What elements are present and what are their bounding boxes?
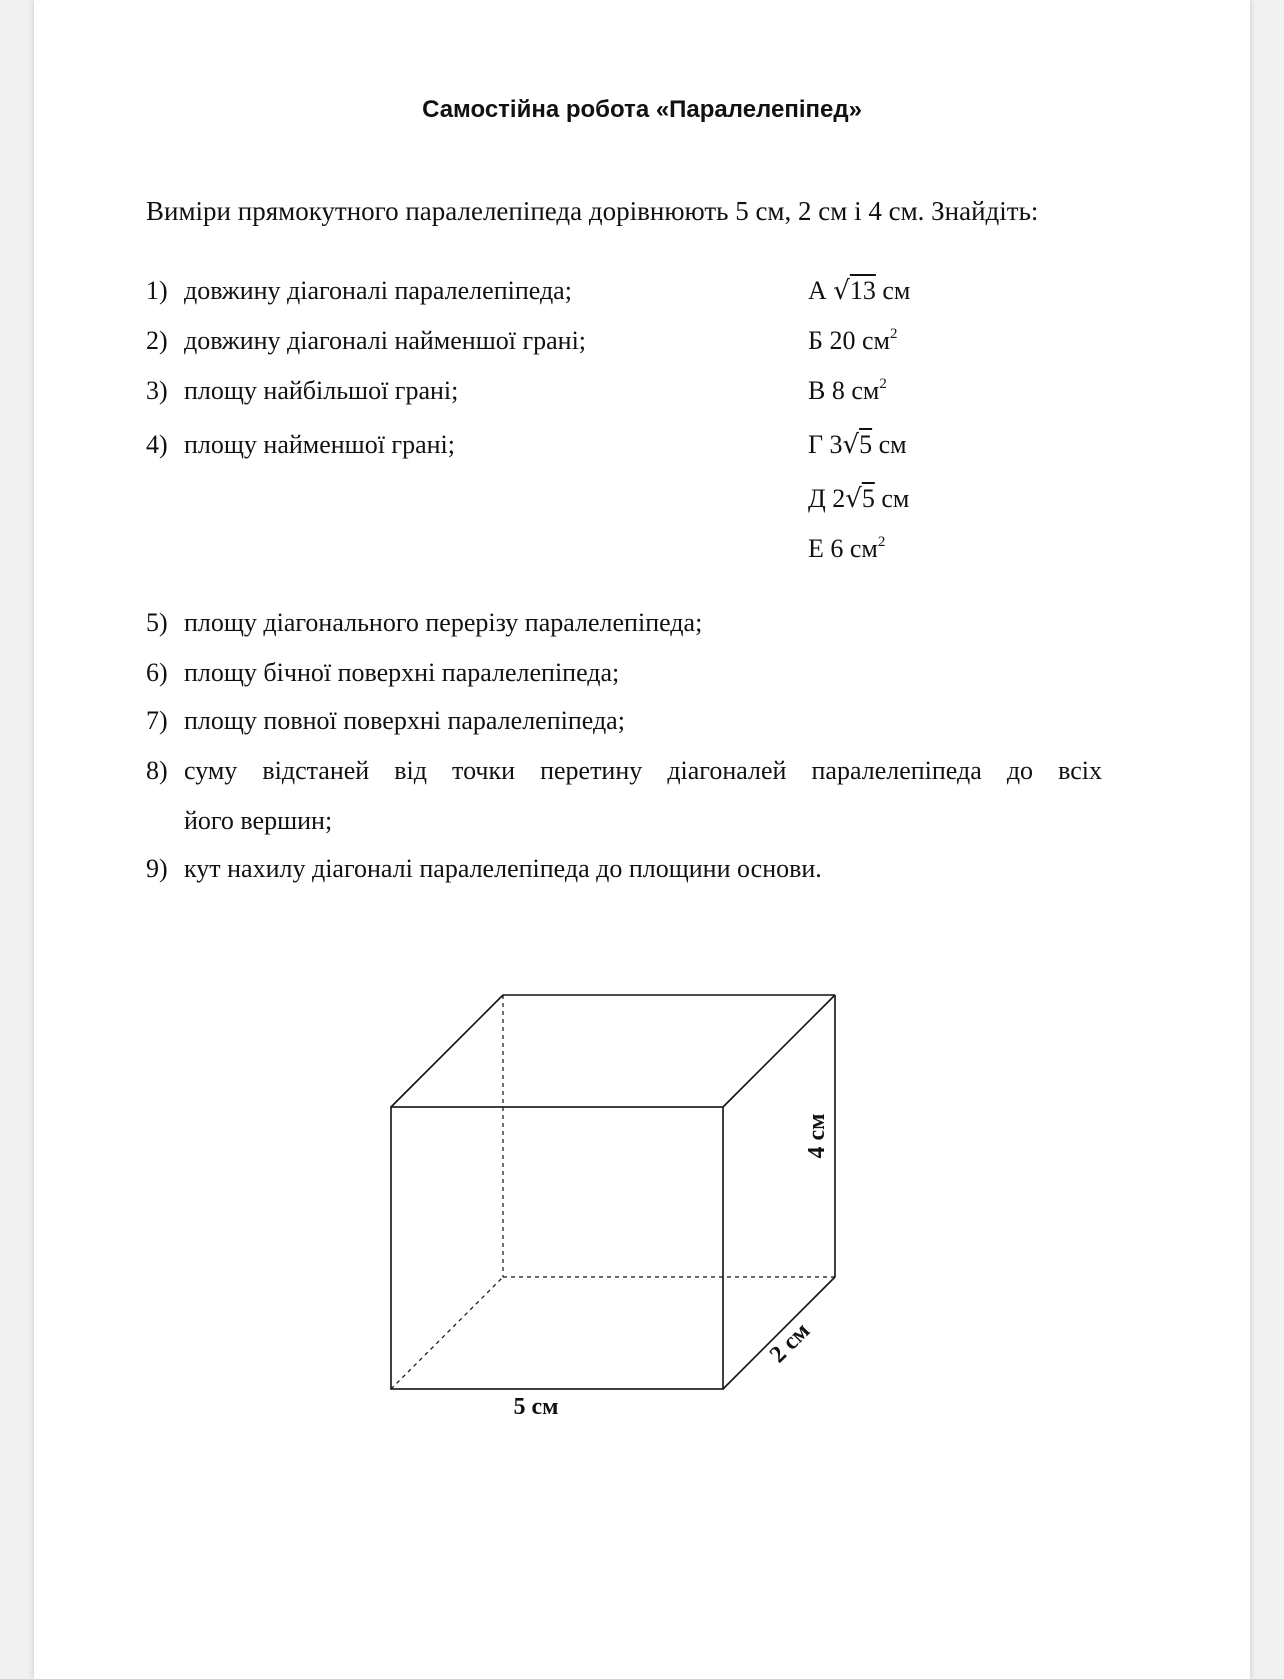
answer-value: 8 [831,376,845,405]
task-number: 9) [146,854,168,883]
task-number: 6) [146,658,168,687]
answer-exponent: 2 [879,376,887,392]
task-number: 1) [146,276,168,305]
answer-letter: А [808,276,827,305]
answer-value: 6 [830,534,844,563]
hidden-left-bottom-edge [391,1277,503,1389]
depth-label: 2 см [764,1317,816,1369]
answer-unit: см [851,376,880,405]
task-number: 7) [146,706,168,735]
sqrt-sign: √ [845,484,862,514]
answer-unit: см [849,534,878,563]
task-continuation: його вершин; [184,806,333,835]
task-number: 2) [146,326,168,355]
top-right-edge [723,995,835,1107]
answer-unit: см [882,276,911,305]
task-text: суму відстаней від точки перетину діагоналей паралелепіпеда до всіх [184,756,1102,785]
height-label: 4 см [804,1113,830,1159]
task-text: довжину діагоналі паралелепіпеда; [184,276,572,305]
task-text: площу бічної поверхні паралелепіпеда; [184,658,620,687]
front-face [391,1107,723,1389]
answer-letter: Г [808,430,824,459]
answer-coefficient: 3 [829,430,843,459]
answer-letter: Б [808,326,823,355]
problem-statement: Виміри прямокутного паралелепіпеда дорівнюють 5 см, 2 см і 4 см. Знайдіть: [146,196,1039,226]
task-text: площу діагонального перерізу паралелепіпеда; [184,608,703,637]
length-label: 5 см [513,1394,559,1420]
answer-radicand: 5 [861,484,875,513]
task-number: 4) [146,430,168,459]
page-title: Самостійна робота «Паралелепіпед» [422,96,862,123]
answer-radicand: 13 [849,276,876,305]
answer-unit: см [881,484,910,513]
task-number: 5) [146,608,168,637]
answer-letter: Е [808,534,824,563]
answer-value: 20 [829,326,856,355]
top-left-edge [391,995,503,1107]
answer-coefficient: 2 [832,484,846,513]
task-text: довжину діагоналі найменшої грані; [184,326,587,355]
task-text: площу повної поверхні паралелепіпеда; [184,706,625,735]
answer-radicand: 5 [859,430,873,459]
task-number: 3) [146,376,168,405]
answer-exponent: 2 [877,534,886,550]
task-text: площу найменшої грані; [184,430,455,459]
task-text: кут нахилу діагоналі паралелепіпеда до площини основи. [184,854,822,883]
bottom-right-edge [723,1277,835,1389]
answer-letter: В [808,376,826,405]
task-text: площу найбільшої грані; [184,376,459,405]
task-number: 8) [146,756,168,785]
answer-unit: см [878,430,907,459]
sqrt-sign: √ [842,430,860,460]
answer-letter: Д [808,484,826,513]
answer-exponent: 2 [889,326,898,342]
answer-unit: см [861,326,890,355]
sqrt-sign: √ [833,276,850,306]
